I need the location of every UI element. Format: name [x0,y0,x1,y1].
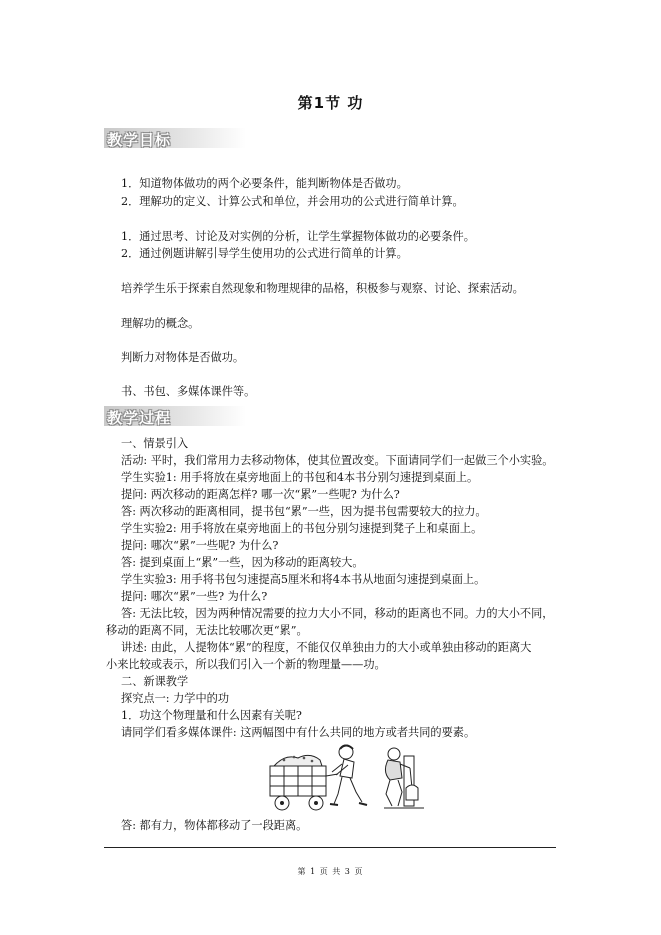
goal-emotion: 培养学生乐于探索自然现象和物理规律的品格，积极参与观察、讨论、探索活动。 [121,282,524,295]
paragraph-answer-2: 答: 提到桌面上“累”一些，因为移动的距离较大。 [121,556,364,569]
goal-method-2: 2．通过例题讲解引导学生使用功的公式进行简单的计算。 [121,247,408,260]
goal-knowledge-2: 2．理解功的定义、计算公式和单位，并会用功的公式进行简单计算。 [121,195,464,208]
man-lifting-bag-illustration [384,748,424,808]
paragraph-answer-4: 答: 都有力，物体都移动了一段距离。 [121,819,308,832]
goal-method-1: 1．通过思考、讨论及对实例的分析，让学生掌握物体做功的必要条件。 [121,230,475,243]
goal-knowledge-1: 1．知道物体做功的两个必要条件，能判断物体是否做功。 [121,177,408,190]
footer-divider [104,847,556,848]
paragraph-question-2: 提问: 哪次“累”一些呢? 为什么? [121,539,279,552]
section-banner-process [104,406,246,426]
paragraph-question-4: 1．功这个物理量和什么因素有关呢? [121,709,302,722]
section-label-process: 教学过程 [107,409,172,427]
work-illustration [258,742,454,814]
boy-pushing-illustration [330,745,367,805]
paragraph-narration-line1: 讲述: 由此，人提物体“累”的程度，不能仅仅单独由力的大小或单独由移动的距离大 [121,641,532,654]
paragraph-question-3: 提问: 哪次“累”一些? 为什么? [121,590,268,603]
paragraph-question-1: 提问: 两次移动的距离怎样? 哪一次“累”一些呢? 为什么? [121,488,400,501]
cart-illustration [270,755,338,810]
page-title: 第1节 功 [297,94,364,112]
paragraph-answer-3-line1: 答: 无法比较，因为两种情况需要的拉力大小不同，移动的距离也不同。力的大小不同， [121,607,554,620]
paragraph-narration-line2: 小来比较或表示，所以我们引入一个新的物理量——功。 [106,658,386,671]
materials: 书、书包、多媒体课件等。 [121,385,256,398]
paragraph-answer-3-line2: 移动的距离不同，无法比较哪次更“累”。 [106,624,308,637]
paragraph-experiment-2: 学生实验2: 用手将放在桌旁地面上的书包分别匀速提到凳子上和桌面上。 [121,522,483,535]
paragraph-explore-point: 探究点一: 力学中的功 [121,692,230,705]
heading-intro: 一、情景引入 [121,437,189,450]
section-banner-goals [104,128,246,148]
paragraph-experiment-1: 学生实验1: 用手将放在桌旁地面上的书包和4本书分别匀速提到桌面上。 [121,471,479,484]
difficulty: 判断力对物体是否做功。 [121,351,245,364]
page-number: 第 1 页 共 3 页 [297,867,364,876]
paragraph-look: 请同学们看多媒体课件: 这两幅图中有什么共同的地方或者共同的要素。 [121,726,476,739]
paragraph-answer-1: 答: 两次移动的距离相同，提书包“累”一些，因为提书包需要较大的拉力。 [121,505,487,518]
section-label-goals: 教学目标 [107,131,172,149]
heading-new-lesson: 二、新课教学 [121,675,189,688]
paragraph-activity: 活动: 平时，我们常用力去移动物体，使其位置改变。下面请同学们一起做三个小实验。 [121,454,554,467]
paragraph-experiment-3: 学生实验3: 用手将书包匀速提高5厘米和将4本书从地面匀速提到桌面上。 [121,573,486,586]
key-point: 理解功的概念。 [121,317,200,330]
